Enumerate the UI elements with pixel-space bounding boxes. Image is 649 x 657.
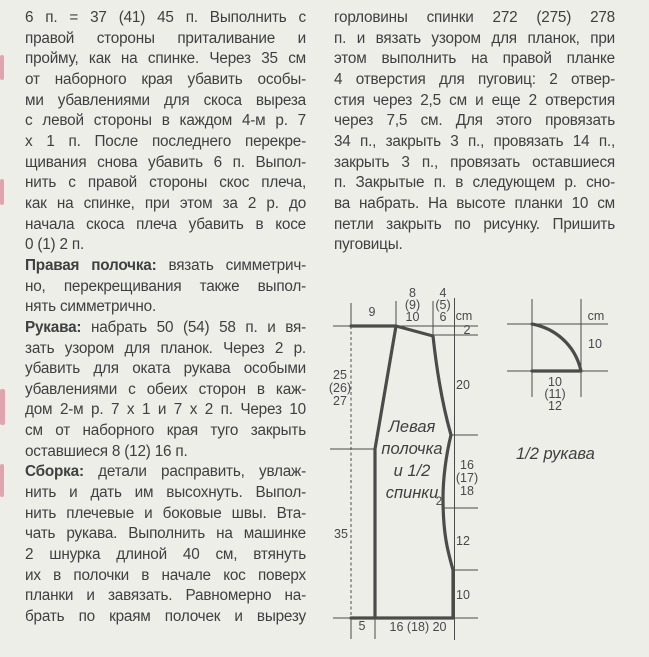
dim-bottom-inset: 5 (358, 619, 366, 633)
edge-mark (0, 179, 4, 205)
text-line: нить плечевые и боковые швы. Вта- (25, 504, 306, 522)
text-line: от наборного края убавить особы- (25, 70, 306, 88)
text-line: см от наборного края туго закрыть (25, 422, 306, 440)
text-line: петли закрыть по рисунку. Пришить (334, 215, 615, 233)
text-line: брать по краям полочек и вырезу (25, 608, 306, 626)
edge-mark (0, 389, 5, 425)
text-line: как на спинке, при этом за 2 р. до (25, 194, 306, 212)
text-line: п. и вязать узором для планок, при (334, 29, 615, 47)
dim-waist-inset: 2 (435, 496, 443, 508)
dim-neck: 4 (5) 6 (435, 286, 451, 324)
text-line: убавить для оката рукава особыми (25, 360, 306, 378)
sleeve-half-width: 10 (11) 12 (544, 375, 566, 413)
text-line: щивания снова убавить 6 п. Выпол- (25, 153, 306, 171)
dim-side-upper: 16 (17) 18 (455, 458, 479, 498)
text-line: стия через 2,5 см и еще 2 отверстия (334, 91, 615, 109)
right-text-column (334, 8, 615, 256)
text-line: планки и завязать. Равномерно на- (25, 587, 306, 605)
text-line: правой стороны приталивание и (25, 29, 306, 47)
text-line: нять симметрично. (25, 298, 157, 316)
left-text-column (25, 8, 306, 628)
text-line: убавлениями с обеих сторон в каж- (25, 380, 306, 398)
text-line: Сборка: детали расправить, увлаж- (25, 463, 306, 481)
text-line: 6 п. = 37 (41) 45 п. Выполнить с (25, 9, 306, 26)
dim-side-mid: 12 (456, 534, 470, 548)
dim-top-width: 9 (368, 305, 376, 319)
text-line: их в полочки в начале кос поверх (25, 566, 306, 584)
text-line: чать рукава. Выполнить на машинке (25, 525, 306, 543)
text-line: 4 отверстия для пуговиц: 2 отвер- (334, 70, 615, 88)
text-line: 0 (1) 2 п. (25, 236, 84, 254)
text-line: нить и дать им высохнуть. Выпол- (25, 484, 306, 502)
dim-armhole-depth: 20 (456, 378, 470, 392)
text-line: зать узором для планок. Через 2 р. (25, 339, 306, 357)
dim-bottom-width: 16 (18) 20 (389, 620, 447, 634)
text-line: но, перекрещивания также выпол- (25, 277, 306, 295)
text-line: пройму, как на спинке. Через 35 см (25, 50, 306, 68)
text-line: закрыть 3 п., провязать оставшиеся (334, 153, 615, 171)
text-line: Правая полочка: вязать симметрич- (25, 256, 306, 274)
text-line: дом 2-м р. 7 х 1 и 7 х 2 п. Через 10 (25, 401, 306, 419)
front-back-title: Левая полочка и 1/2 спинки (381, 418, 443, 502)
text-line: х 1 п. После последнего перекре- (25, 132, 306, 150)
text-line: горловины спинки 272 (275) 278 (334, 9, 615, 26)
text-line: Рукава: набрать 50 (54) 58 п. и вя- (25, 318, 306, 336)
sleeve-unit-label: cm (587, 309, 605, 323)
sleeve-outline (532, 324, 581, 371)
edge-mark (0, 464, 4, 497)
dim-shoulder: 8 (9) 10 (404, 286, 421, 324)
dim-side-lower: 10 (456, 588, 470, 602)
text-line: нить с правой стороны скос плеча, (25, 174, 306, 192)
unit-label: cm (455, 309, 473, 323)
text-line: п. Закрытые п. в следующем р. сно- (334, 174, 615, 192)
text-line: 2 шнурка длиной 40 см, втянуть (25, 546, 306, 564)
text-line: пуговицы. (334, 236, 403, 254)
edge-mark (0, 55, 4, 80)
sleeve-cap-height: 10 (588, 337, 602, 351)
text-line: ми убавлениями для скоса выреза (25, 91, 306, 109)
dim-back-lower: 35 (334, 527, 348, 541)
text-line: с левой стороны в каждом 4-м р. 7 (25, 112, 306, 130)
text-line: начала скоса плеча убавить в косе (25, 215, 306, 233)
text-line: 34 п., закрыть 3 п., провязать 14 п., (334, 132, 615, 150)
text-line: этом выполнить на правой планке (334, 50, 615, 68)
dim-shoulder-drop: 2 (463, 323, 471, 337)
dim-back-upper: 25 (26) 27 (328, 368, 352, 408)
sleeve-caption: 1/2 рукава (516, 445, 595, 463)
text-line: ва набрать. На высоте планки 10 см (334, 194, 615, 212)
text-line: через 7,5 см. Для этого провязать (334, 112, 615, 130)
text-line: оставшиеся 8 (12) 16 п. (25, 442, 188, 460)
